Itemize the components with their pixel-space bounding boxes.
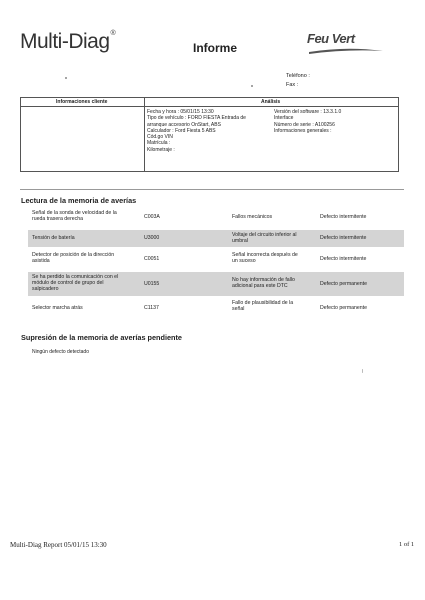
- component-line: Detector de posición de la dirección: [32, 252, 115, 258]
- fault-status: Defecto permanente: [320, 281, 368, 287]
- description-line: Voltaje del circuito inferior al: [232, 232, 297, 238]
- fault-component: [32, 210, 134, 222]
- client-info-header: Informaciones cliente: [56, 99, 108, 105]
- fault-description: [232, 300, 293, 312]
- registered-mark: ®: [110, 30, 116, 37]
- pending-memory-title: Supresión de la memoria de averías pendiente: [21, 333, 182, 342]
- info-line: Número de serie : A100256: [274, 121, 335, 128]
- component-line: Señal de la sonda de velocidad de la: [32, 210, 117, 216]
- page-number: 1 of 1: [399, 541, 415, 548]
- fault-row: [28, 209, 404, 229]
- scan-speck: [362, 369, 363, 373]
- component-line: salpicadero: [32, 286, 59, 293]
- fault-component: Tensión de batería: [32, 235, 75, 241]
- info-line: Versión del software : 13.3.1.0: [274, 109, 342, 115]
- software-info: [274, 109, 341, 134]
- fault-row: [28, 272, 404, 296]
- fault-code: C0051: [144, 256, 160, 262]
- fault-row: [28, 230, 404, 247]
- component-line: rueda trasera derecha: [32, 216, 84, 223]
- fault-description: [232, 232, 297, 244]
- report-footer: Multi-Diag Report 05/01/15 13:30: [10, 541, 107, 549]
- fault-status: Defecto intermitente: [320, 256, 367, 262]
- analysis-header: Análisis: [261, 99, 281, 105]
- fault-memory-title: Lectura de la memoria de averías: [21, 196, 137, 205]
- fault-component: [32, 252, 137, 264]
- fault-code: U0155: [144, 281, 160, 287]
- description-line: adicional para este DTC: [232, 283, 288, 290]
- info-line: Fecha y hora : 05/01/15 13:30: [147, 109, 214, 115]
- info-line: Tipo de vehículo : FORD FIESTA Entrada de: [147, 115, 246, 122]
- component-line: módulo de control de grupo del: [32, 280, 104, 287]
- fault-status: Defecto permanente: [320, 305, 368, 311]
- description-line: un suceso: [232, 258, 256, 265]
- fault-description: [232, 277, 295, 289]
- vehicle-info: [147, 109, 246, 153]
- description-line: Señal incorrecta después de: [232, 252, 298, 258]
- fault-description: [232, 252, 298, 264]
- no-defect-text: Ningún defecto detectado: [32, 349, 89, 355]
- feu-vert-logo: [307, 31, 387, 57]
- column-divider: [144, 98, 145, 171]
- description-line: Fallo de plausibilidad de la: [232, 300, 294, 306]
- info-line: Interface: [274, 115, 294, 122]
- info-line: Calculador : Ford Fiesta 5 ABS: [147, 127, 216, 134]
- fax-label: Fax :: [286, 82, 299, 88]
- fault-component: [32, 274, 137, 293]
- component-line: Se ha perdido la comunicación con el: [32, 274, 119, 280]
- fault-code: C003A: [144, 214, 160, 220]
- fault-row: [28, 298, 404, 318]
- info-table-header: [21, 98, 398, 107]
- multi-diag-logo: [20, 30, 115, 54]
- fault-row: [28, 250, 404, 270]
- component-line: asistida: [32, 258, 50, 265]
- description-line: umbral: [232, 238, 248, 245]
- fault-component: Selector marcha atrás: [32, 305, 83, 311]
- section-divider: [20, 189, 404, 190]
- description-line: señal: [232, 306, 245, 313]
- fault-code: C1137: [144, 305, 159, 311]
- info-table: [20, 97, 399, 172]
- fault-status: Defecto intermitente: [320, 214, 367, 220]
- swoosh-icon: [307, 47, 385, 55]
- info-line: Informaciones generales :: [274, 127, 332, 134]
- description-line: No hay información de fallo: [232, 277, 295, 283]
- scan-speck: [65, 77, 67, 79]
- fault-description: Fallos mecánicos: [232, 214, 273, 220]
- logo-text: Multi-Diag: [20, 30, 110, 53]
- info-line: Matrícula :: [147, 140, 171, 147]
- info-line: arranque accesorio OnStart, ABS: [147, 121, 221, 128]
- info-line: Cód.go VIN: [147, 134, 173, 141]
- info-line: Kilometraje :: [147, 146, 175, 153]
- telefono-label: Teléfono :: [286, 73, 310, 79]
- fault-status: Defecto intermitente: [320, 235, 367, 241]
- fault-code: U3000: [144, 235, 160, 241]
- scan-speck: [251, 85, 253, 87]
- brand-logo-text: Feu Vert: [307, 31, 355, 46]
- page-title: Informe: [193, 41, 238, 55]
